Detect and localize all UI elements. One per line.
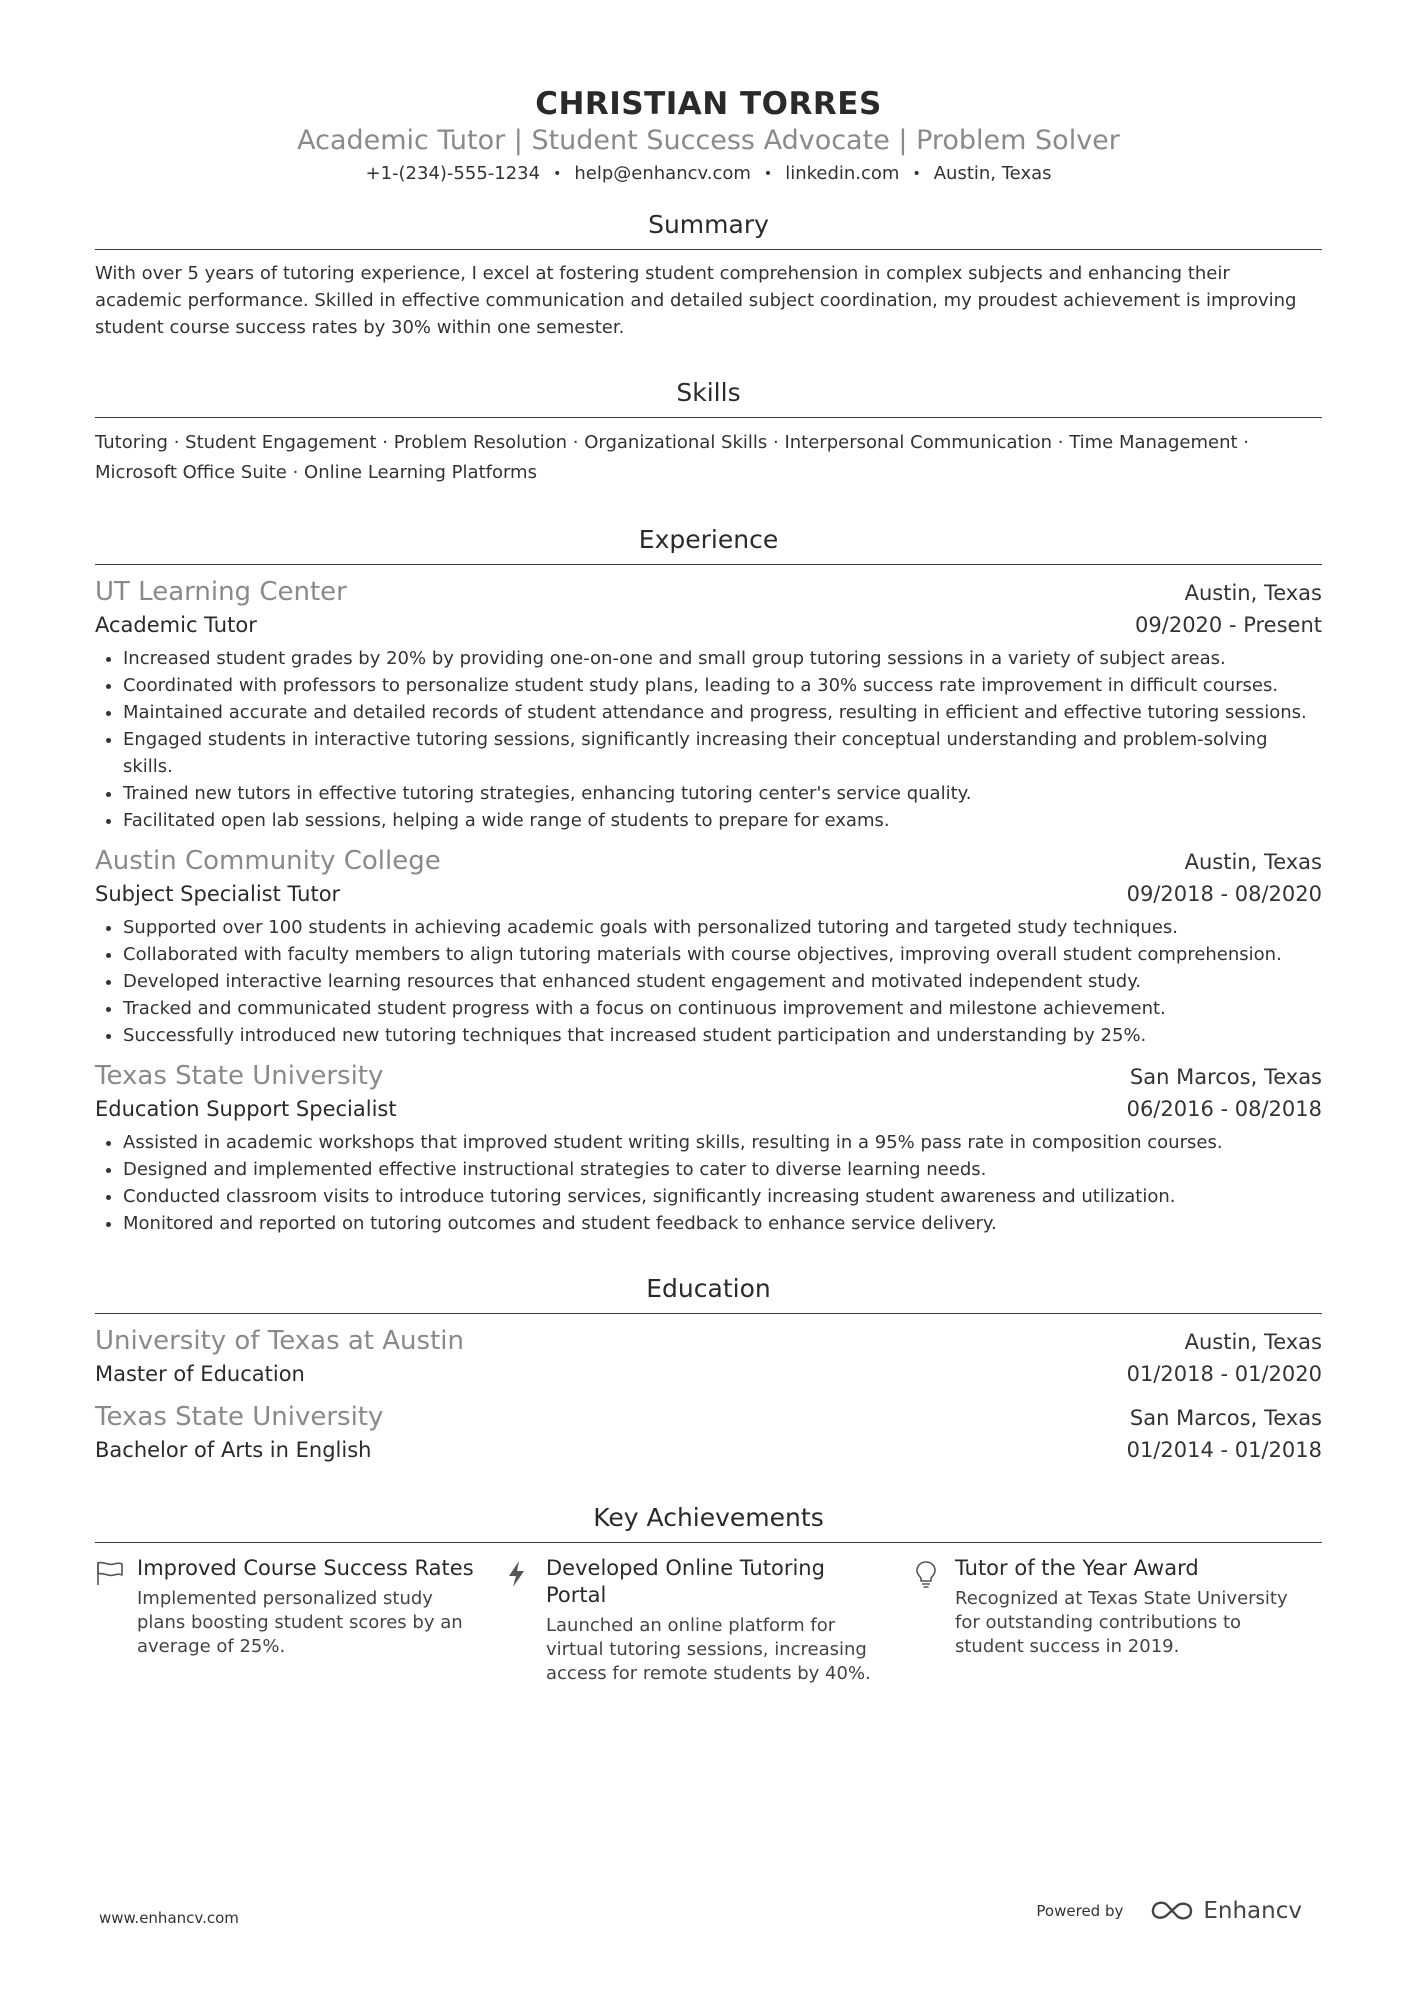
job-role: Academic Tutor — [95, 613, 257, 637]
job-bullet: • Supported over 100 students in achieving academic goals with personalized tutoring and targeted study techniques. — [123, 914, 1322, 941]
experience-section — [95, 524, 1322, 1237]
contact-linkedin[interactable]: linkedin.com — [785, 163, 900, 184]
footer-website[interactable]: www.enhancv.com — [99, 1909, 239, 1927]
degree-name: Master of Education — [95, 1362, 305, 1386]
experience-entry — [95, 844, 1322, 1049]
section-heading: Skills — [95, 377, 1322, 418]
job-bullet: • Successfully introduced new tutoring techniques that increased student participation and understanding by 25%. — [123, 1022, 1322, 1049]
job-dates: 09/2018 - 08/2020 — [1126, 882, 1322, 906]
job-bullet: • Trained new tutors in effective tutoring strategies, enhancing tutoring center's service quality. — [123, 780, 1322, 807]
job-bullet: • Increased student grades by 20% by providing one-on-one and small group tutoring sessions in a variety of subject areas. — [123, 645, 1322, 672]
candidate-title: Academic Tutor | Student Success Advocate | Problem Solver — [297, 125, 1120, 156]
achievement-description: Launched an online platform for virtual tutoring sessions, increasing access for remote students by 40%. — [546, 1615, 871, 1684]
education-dates: 01/2018 - 01/2020 — [1126, 1362, 1322, 1386]
achievement-title: Improved Course Success Rates — [137, 1556, 474, 1580]
school-name: University of Texas at Austin — [95, 1326, 464, 1356]
contact-separator: • — [553, 166, 562, 182]
section-heading: Education — [95, 1273, 1322, 1314]
skills-section — [95, 377, 1322, 488]
job-bullet: • Designed and implemented effective instructional strategies to cater to diverse learning needs. — [123, 1156, 1322, 1183]
job-location: Austin, Texas — [1184, 581, 1322, 605]
job-bullet: • Engaged students in interactive tutoring sessions, significantly increasing their conceptual understanding and problem-solving skills. — [123, 726, 1322, 780]
candidate-name: CHRISTIAN TORRES — [535, 86, 882, 122]
summary-text: With over 5 years of tutoring experience, I excel at fostering student comprehension in complex subjects and enhancing their academic performance. Skilled in effective communication and detailed subject coordination, my proudest achievement is improving student course success rates by 30% within one semester. — [95, 263, 1297, 338]
achievement-item — [504, 1555, 913, 1686]
achievement-description: Implemented personalized study plans boosting student scores by an average of 25%. — [137, 1588, 463, 1657]
flag-icon — [95, 1555, 137, 1686]
job-bullet: • Assisted in academic workshops that improved student writing skills, resulting in a 95% pass rate in composition courses. — [123, 1129, 1322, 1156]
achievement-title: Developed Online Tutoring Portal — [546, 1556, 825, 1607]
experience-entry — [95, 1059, 1322, 1237]
job-dates: 06/2016 - 08/2018 — [1126, 1097, 1322, 1121]
job-role: Education Support Specialist — [95, 1097, 397, 1121]
achievement-description: Recognized at Texas State University for outstanding contributions to student success in 2019. — [955, 1588, 1288, 1657]
education-entry — [95, 1324, 1322, 1390]
achievement-item — [95, 1555, 504, 1686]
skills-list: Tutoring · Student Engagement · Problem Resolution · Organizational Skills · Interpersonal Communication · Time Management · Microsoft Office Suite · Online Learning Platforms — [95, 432, 1249, 483]
contact-location: Austin, Texas — [933, 163, 1052, 184]
job-bullets — [95, 645, 1322, 834]
school-location: Austin, Texas — [1184, 1330, 1322, 1354]
section-heading: Summary — [95, 209, 1322, 250]
contact-phone[interactable]: +1-(234)-555-1234 — [365, 163, 541, 184]
achievements-section — [95, 1502, 1322, 1686]
job-bullets — [95, 914, 1322, 1049]
contact-email[interactable]: help@enhancv.com — [574, 163, 751, 184]
education-dates: 01/2014 - 01/2018 — [1126, 1438, 1322, 1462]
brand-name: Enhancv — [1203, 1898, 1302, 1924]
job-role: Subject Specialist Tutor — [95, 882, 341, 906]
powered-by-label: Powered by — [1036, 1902, 1124, 1920]
contact-separator: • — [912, 166, 921, 182]
enhancv-logo-icon — [1149, 1900, 1195, 1922]
lightbulb-icon — [913, 1555, 955, 1686]
job-bullet: • Coordinated with professors to personalize student study plans, leading to a 30% success rate improvement in difficult courses. — [123, 672, 1322, 699]
brand-logo[interactable] — [1149, 1898, 1302, 1924]
job-location: San Marcos, Texas — [1129, 1065, 1322, 1089]
contact-separator: • — [763, 166, 773, 182]
education-entry — [95, 1400, 1322, 1466]
degree-name: Bachelor of Arts in English — [95, 1438, 372, 1462]
achievement-title: Tutor of the Year Award — [955, 1556, 1199, 1580]
job-bullet: • Tracked and communicated student progress with a focus on continuous improvement and milestone achievement. — [123, 995, 1322, 1022]
section-heading: Key Achievements — [95, 1502, 1322, 1543]
job-bullet: • Collaborated with faculty members to align tutoring materials with course objectives, improving overall student comprehension. — [123, 941, 1322, 968]
resume-page — [95, 0, 1322, 1686]
job-bullet: • Monitored and reported on tutoring outcomes and student feedback to enhance service delivery. — [123, 1210, 1322, 1237]
school-name: Texas State University — [95, 1402, 384, 1432]
job-bullet: • Conducted classroom visits to introduce tutoring services, significantly increasing student awareness and utilization. — [123, 1183, 1322, 1210]
job-bullet: • Maintained accurate and detailed records of student attendance and progress, resulting in efficient and effective tutoring sessions. — [123, 699, 1322, 726]
resume-header — [95, 0, 1322, 188]
company-name: UT Learning Center — [95, 577, 347, 607]
company-name: Texas State University — [95, 1061, 384, 1091]
footer-branding — [1036, 1898, 1302, 1924]
education-section — [95, 1273, 1322, 1466]
school-location: San Marcos, Texas — [1129, 1406, 1322, 1430]
job-location: Austin, Texas — [1184, 850, 1322, 874]
summary-section — [95, 209, 1322, 341]
achievement-item — [913, 1555, 1322, 1686]
job-bullet: • Facilitated open lab sessions, helping a wide range of students to prepare for exams. — [123, 807, 1322, 834]
lightning-icon — [504, 1555, 546, 1686]
job-bullets — [95, 1129, 1322, 1237]
company-name: Austin Community College — [95, 846, 441, 876]
contact-line — [95, 161, 1322, 188]
job-bullet: • Developed interactive learning resources that enhanced student engagement and motivated independent study. — [123, 968, 1322, 995]
section-heading: Experience — [95, 524, 1322, 565]
job-dates: 09/2020 - Present — [1135, 613, 1322, 637]
experience-entry — [95, 575, 1322, 834]
